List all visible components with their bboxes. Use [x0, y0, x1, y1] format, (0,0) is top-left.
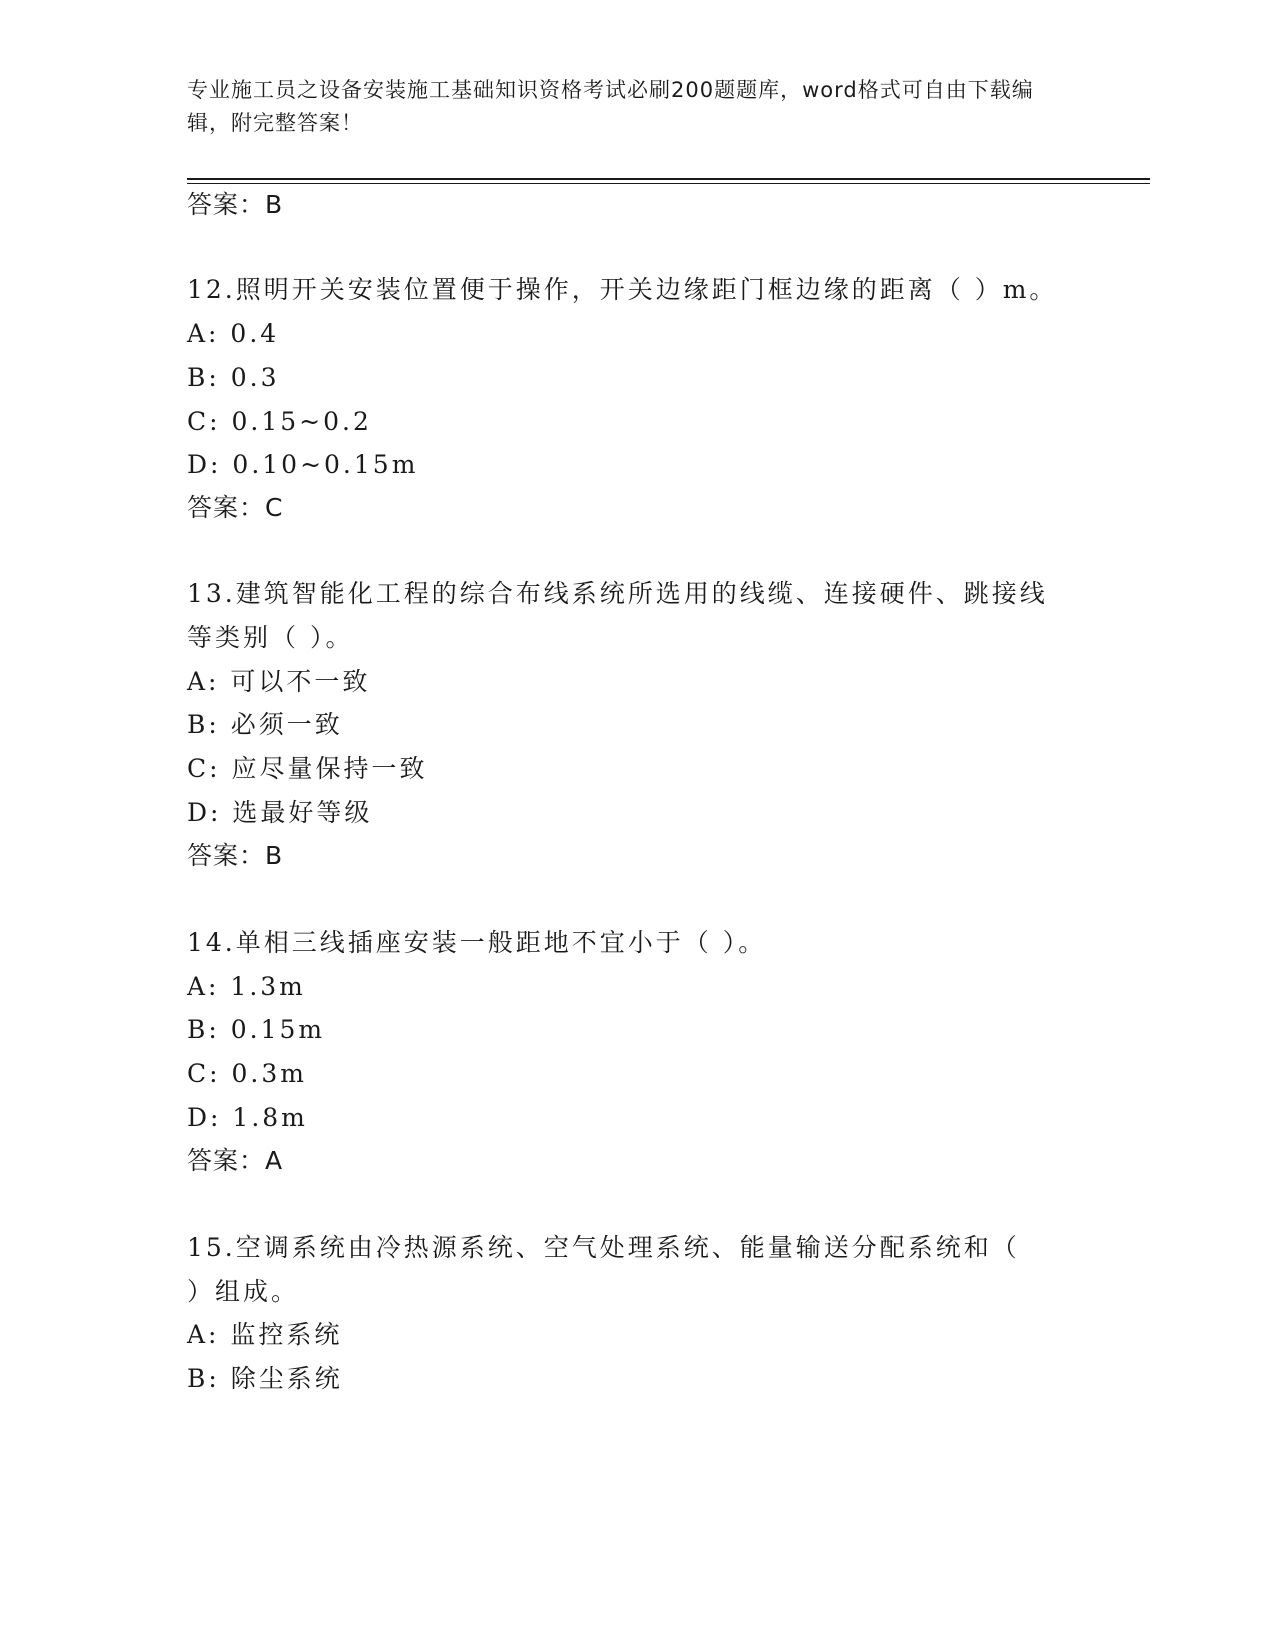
- question-15-option-a: A: 监控系统: [187, 1320, 343, 1349]
- previous-answer: 答案：B: [187, 190, 284, 219]
- question-13-stem-line-1: 13.建筑智能化工程的综合布线系统所选用的线缆、连接硬件、跳接线: [187, 579, 1048, 608]
- page-header: 专业施工员之设备安装施工基础知识资格考试必刷200题题库，word格式可自由下载编辑，附完整答案！: [187, 78, 1034, 135]
- question-14-option-d: D: 1.8m: [187, 1103, 308, 1132]
- question-13-option-b: B: 必须一致: [187, 710, 343, 739]
- question-15-stem-line-2: ）组成。: [187, 1277, 300, 1306]
- question-13-option-d: D: 选最好等级: [187, 798, 373, 827]
- header-rule-thick: [187, 178, 1150, 180]
- question-12-option-d: D: 0.10~0.15m: [187, 450, 419, 479]
- question-14-stem: 14.单相三线插座安装一般距地不宜小于（ ）。: [187, 928, 767, 957]
- question-13-option-a: A: 可以不一致: [187, 667, 371, 696]
- question-14-option-b: B: 0.15m: [187, 1015, 326, 1044]
- question-13-stem-line-2: 等类别（ ）。: [187, 623, 354, 652]
- question-15-stem-line-1: 15.空调系统由冷热源系统、空气处理系统、能量输送分配系统和（: [187, 1233, 1020, 1262]
- question-12-stem: 12.照明开关安装位置便于操作，开关边缘距门框边缘的距离（ ）m。: [187, 275, 1058, 304]
- question-14-answer: 答案：A: [187, 1146, 284, 1175]
- question-12-answer: 答案：C: [187, 493, 284, 522]
- question-14-option-c: C: 0.3m: [187, 1059, 307, 1088]
- question-15-option-b: B: 除尘系统: [187, 1364, 343, 1393]
- question-12-option-b: B: 0.3: [187, 363, 280, 392]
- question-12-option-a: A: 0.4: [187, 319, 280, 348]
- header-rule-thin: [187, 183, 1150, 184]
- question-13-option-c: C: 应尽量保持一致: [187, 754, 428, 783]
- question-12-option-c: C: 0.15~0.2: [187, 407, 372, 436]
- question-13-answer: 答案：B: [187, 841, 284, 870]
- question-14-option-a: A: 1.3m: [187, 972, 306, 1001]
